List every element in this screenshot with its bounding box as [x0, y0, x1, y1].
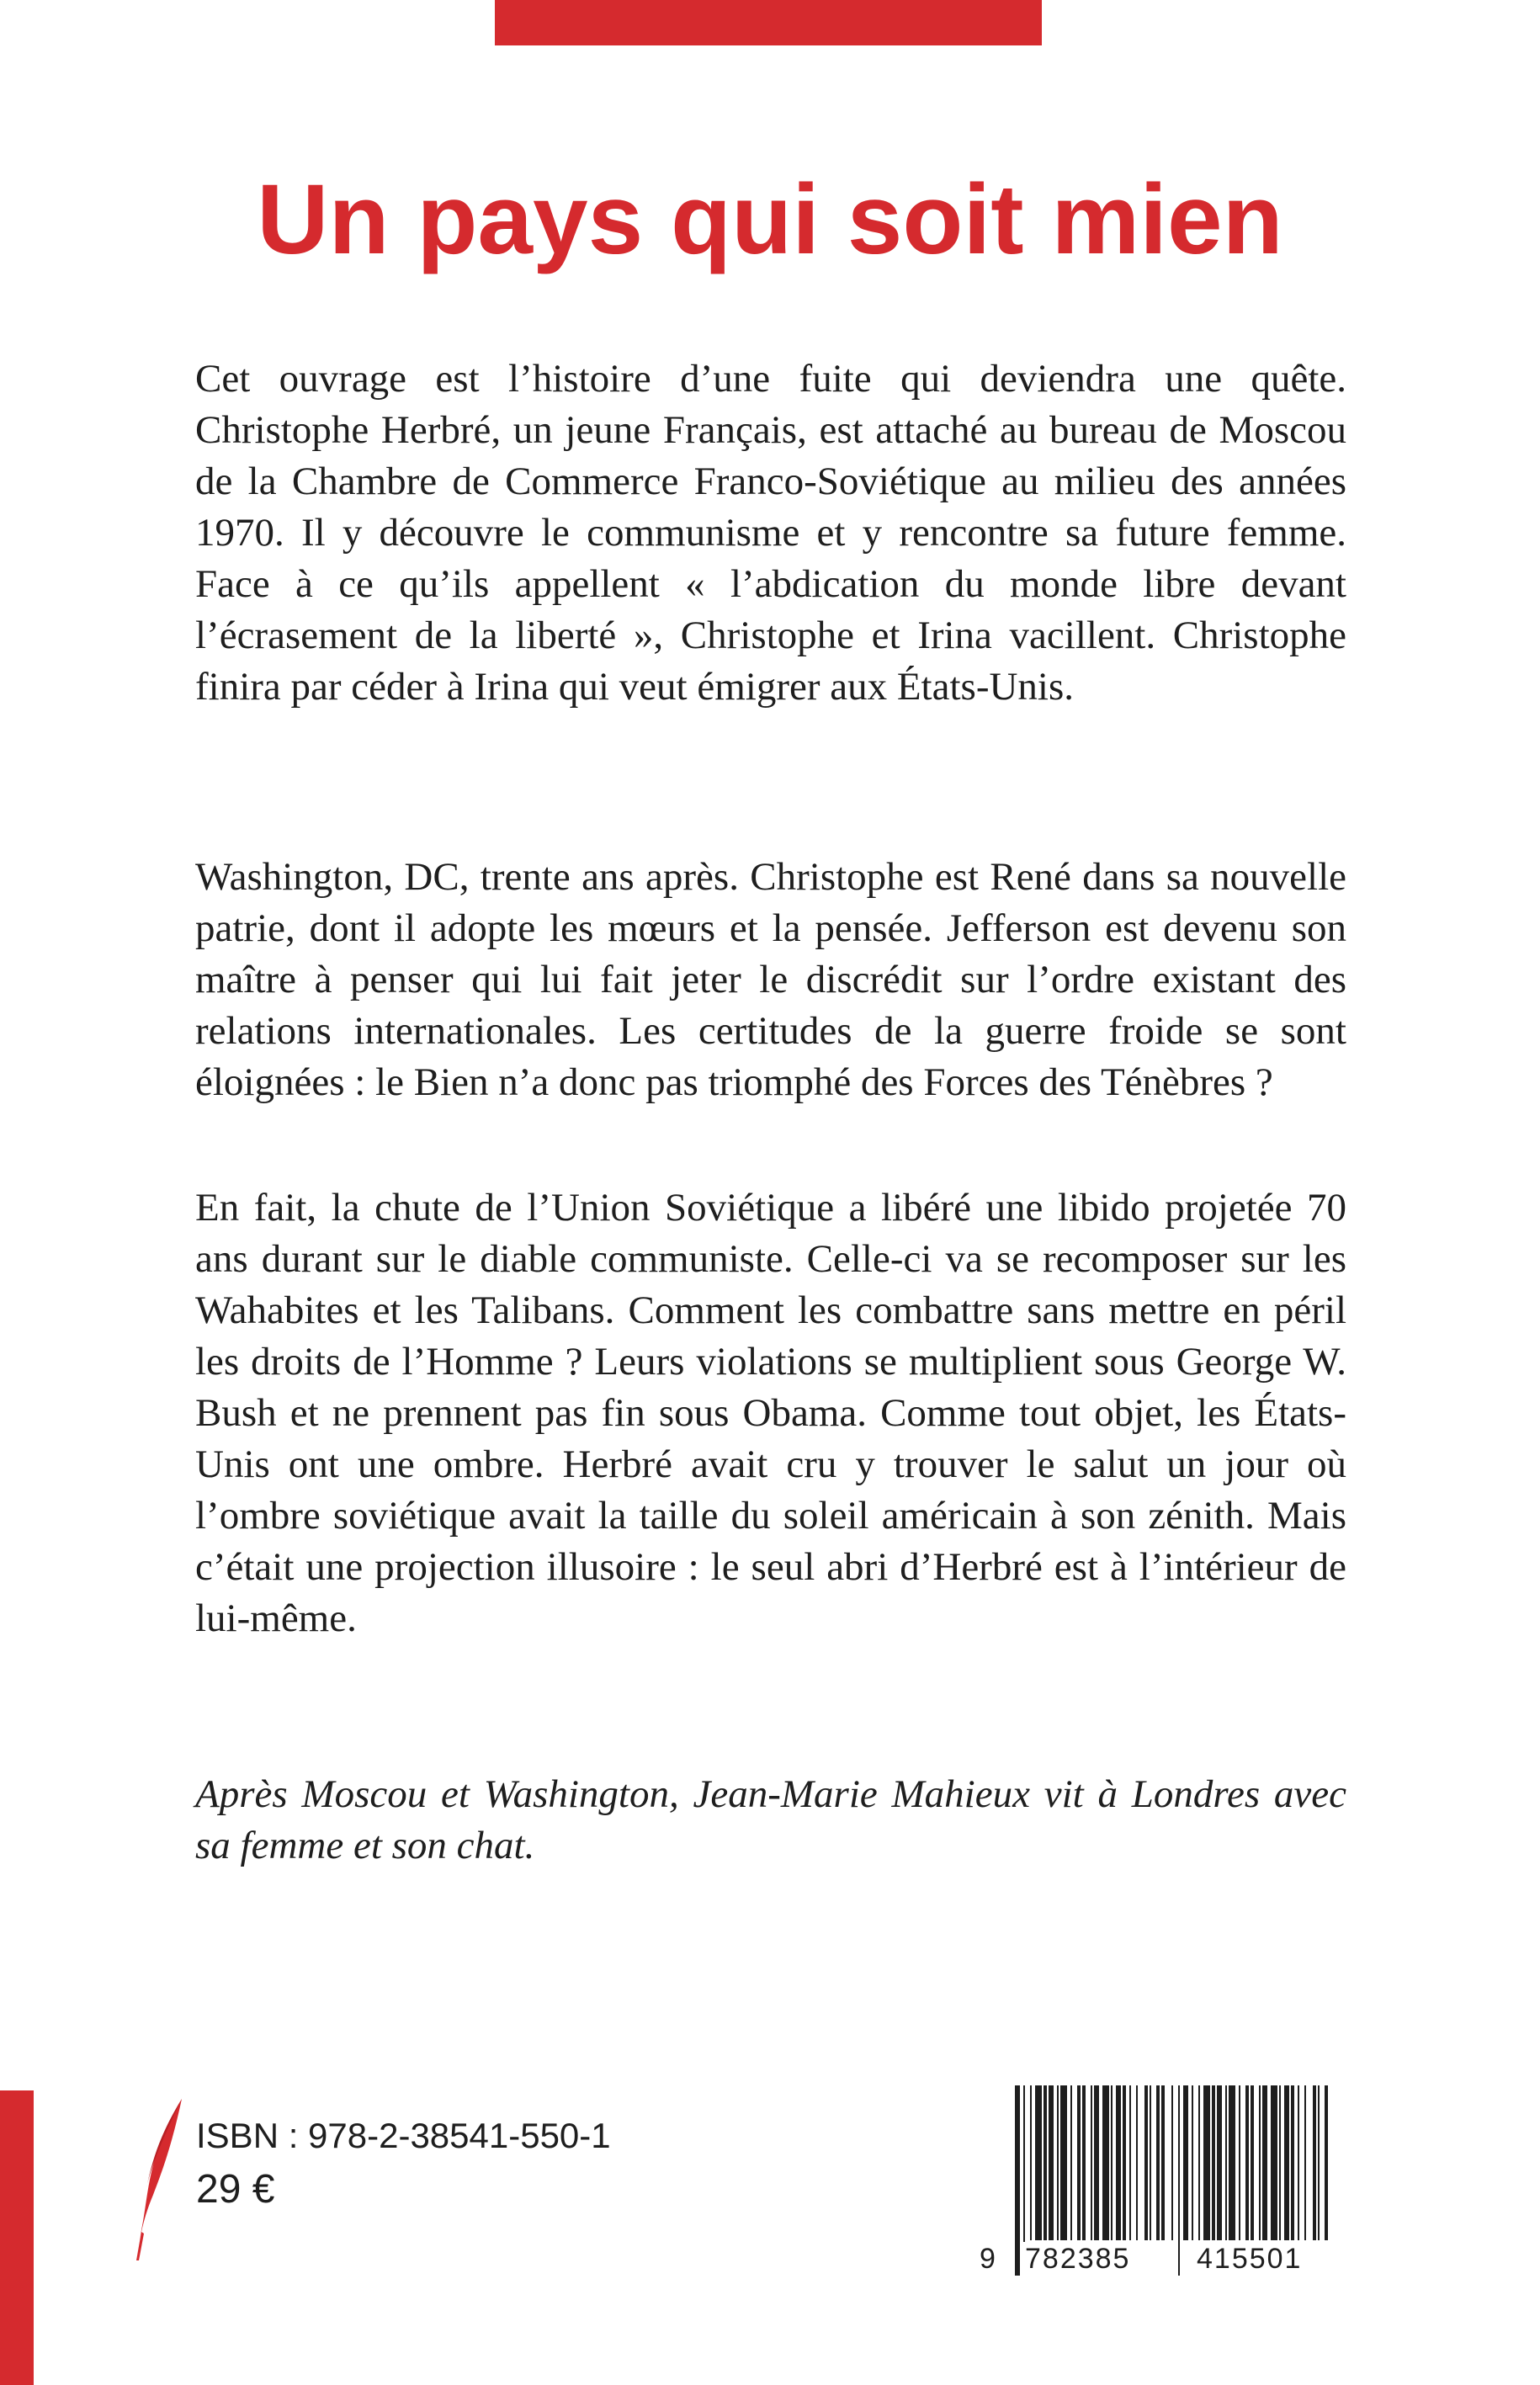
barcode-bar [1192, 2085, 1193, 2240]
barcode-bar [1156, 2085, 1160, 2240]
barcode-bar [1304, 2085, 1306, 2240]
barcode-bar [1271, 2085, 1277, 2240]
barcode-bar [1318, 2085, 1320, 2240]
blurb-paragraph-2: Washington, DC, trente ans après. Christophe est René dans sa nouvelle patrie, dont il adopte les mœurs et la pensée. Jefferson est devenu son maître à penser qui lui fait jeter le discrédit sur l’ordre existant des relations internationales. Les certitudes de la guerre froide se sont éloignées : le Bien n’a donc pas triomphé des Forces des Ténèbres ? [195, 855, 1346, 1104]
barcode-digit-prefix: 9 [976, 2242, 999, 2276]
barcode-digits-right: 415501 [1193, 2242, 1305, 2276]
barcode-bar [1203, 2085, 1210, 2240]
barcode-bar [1325, 2085, 1328, 2240]
barcode-bar [1225, 2085, 1227, 2240]
isbn-label: ISBN : 978-2-38541-550-1 [196, 2116, 611, 2155]
barcode-bar [1091, 2085, 1092, 2240]
barcode-bar [1123, 2085, 1126, 2240]
barcode-bar [1129, 2085, 1131, 2240]
barcode-bar [1015, 2085, 1020, 2276]
blurb-paragraph-1: Cet ouvrage est l’histoire d’une fuite qui deviendra une quête. Christophe Herbré, un jeune Français, est attaché au bureau de Moscou de la Chambre de Commerce Franco-Soviétique au milieu des années 1970. Il y découvre le communisme et y rencontre sa future femme. Face à ce qu’ils appellent « l’abdication du monde libre devant l’écrasement de la liberté », Christophe et Irina vacillent. Christophe finira par céder à Irina qui veut émigrer aux États-Unis. [195, 357, 1346, 709]
barcode-bar [1217, 2085, 1222, 2240]
barcode-bar [1251, 2085, 1254, 2240]
barcode-bar [1178, 2085, 1180, 2276]
barcode-bar [1077, 2085, 1081, 2240]
barcode-bar [1171, 2085, 1173, 2240]
price-label: 29 € [196, 2167, 275, 2212]
barcode-bar [1298, 2085, 1299, 2240]
barcode-bar [1279, 2085, 1281, 2240]
barcode-bar [1082, 2085, 1086, 2240]
top-accent-bar [495, 0, 1042, 45]
barcode-bar [1198, 2085, 1200, 2240]
barcode-bar [1043, 2085, 1047, 2240]
barcode-bar [1239, 2085, 1240, 2240]
author-note: Après Moscou et Washington, Jean-Marie Mahieux vit à Londres avec sa femme et son chat. [195, 1772, 1346, 1867]
barcode-bar [1259, 2085, 1261, 2240]
barcode-bar [1262, 2085, 1267, 2240]
barcode-bar [1144, 2085, 1148, 2240]
barcode-bar [1094, 2085, 1099, 2240]
left-accent-bar [0, 2090, 34, 2385]
barcode-bar [1245, 2085, 1249, 2240]
barcode-bar [1060, 2085, 1067, 2240]
barcode-bar [1136, 2085, 1138, 2240]
barcode-bar [1070, 2085, 1072, 2240]
barcode-bar [1229, 2085, 1235, 2240]
barcode-bar [1284, 2085, 1289, 2240]
barcode-bar [1116, 2085, 1121, 2240]
barcode-bar [1212, 2085, 1215, 2240]
barcode-bar [1035, 2085, 1042, 2240]
quill-feather-icon [135, 2096, 185, 2264]
barcode-bar [1049, 2085, 1054, 2240]
barcode-bar [1057, 2085, 1059, 2240]
book-title: Un pays qui soit mien [257, 164, 1283, 275]
barcode-bar [1111, 2085, 1113, 2240]
barcode-bar [1183, 2085, 1188, 2240]
barcode-bar [1291, 2085, 1294, 2240]
barcode-bar [1150, 2085, 1151, 2240]
barcode-bar [1313, 2085, 1316, 2240]
barcode-bar [1161, 2085, 1165, 2240]
blurb-paragraph-3: En fait, la chute de l’Union Soviétique a libéré une libido projetée 70 ans durant sur le diable communiste. Celle-ci va se recomposer sur les Wahabites et les Talibans. Comment les combattre sans mettre en péril les droits de l’Homme ? Leurs violations se multiplient sous George W. Bush et ne prennent pas fin sous Obama. Comme tout objet, les États-Unis ont une ombre. Herbré avait cru y trouver le salut un jour où l’ombre soviétique avait la taille du soleil américain à son zénith. Mais c’était une projection illusoire : le seul abri d’Herbré est à l’intérieur de lui-même. [195, 1186, 1346, 1640]
barcode-bar [1030, 2085, 1032, 2240]
barcode-digits-left: 782385 [1022, 2242, 1134, 2276]
barcode-bar [1102, 2085, 1109, 2240]
